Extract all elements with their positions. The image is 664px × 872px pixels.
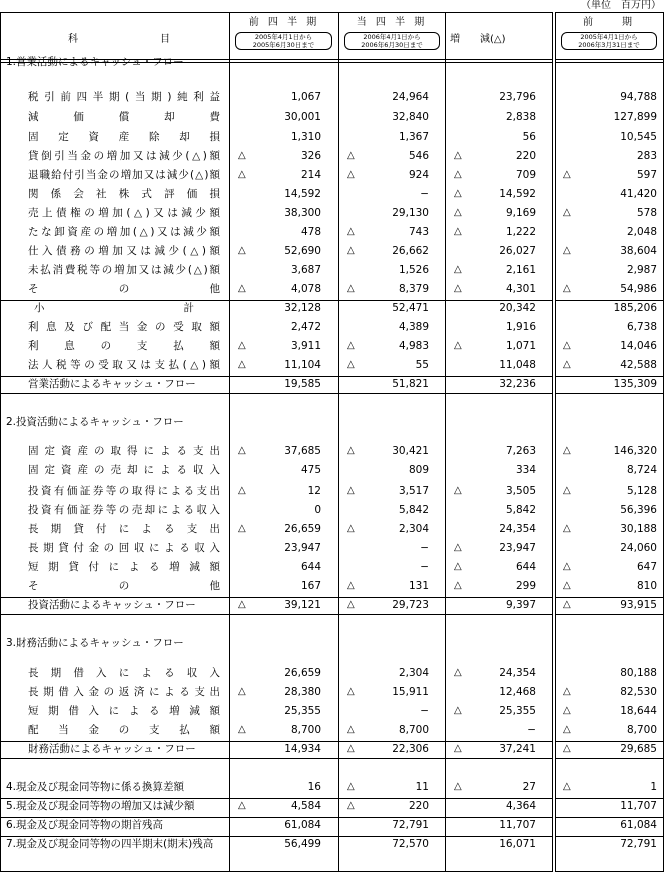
negative-mark: △ xyxy=(347,580,355,591)
cell-value: 61,084 xyxy=(284,819,321,831)
cell-value: 12 xyxy=(307,485,321,497)
negative-mark: △ xyxy=(454,705,462,716)
cell-value: 32,236 xyxy=(499,378,536,390)
cell-value: 4,301 xyxy=(505,283,536,295)
cell-value: 1 xyxy=(650,781,657,793)
cell-value: 30,001 xyxy=(284,111,321,123)
cell-value: 61,084 xyxy=(620,819,657,831)
row-label: 営業活動によるキャッシュ・フロー xyxy=(28,378,196,390)
negative-mark: △ xyxy=(238,340,246,351)
cell-value: 52,690 xyxy=(284,245,321,257)
cell-value: 214 xyxy=(300,169,321,181)
row-label: 短期借入による増減額 xyxy=(28,705,220,717)
cell-value: 2,048 xyxy=(626,226,657,238)
rule xyxy=(0,597,553,598)
negative-mark: △ xyxy=(454,226,462,237)
negative-mark: △ xyxy=(238,359,246,370)
negative-mark: △ xyxy=(454,542,462,553)
header-prev-quarter: 前 四 半 期 xyxy=(248,17,320,28)
negative-mark: △ xyxy=(347,226,355,237)
row-label: 固定資産の取得による支出 xyxy=(28,445,220,457)
negative-mark: △ xyxy=(454,207,462,218)
cell-value: 26,662 xyxy=(392,245,429,257)
cell-value: 597 xyxy=(636,169,657,181)
cell-value: 32,128 xyxy=(284,302,321,314)
section-heading: 6.現金及び現金同等物の期首残高 xyxy=(6,819,164,831)
rule xyxy=(0,798,553,799)
cell-value: 22,306 xyxy=(392,743,429,755)
cell-value: 146,320 xyxy=(613,445,657,457)
negative-mark: △ xyxy=(238,150,246,161)
negative-mark: △ xyxy=(347,485,355,496)
rule xyxy=(0,12,553,13)
cell-value: 37,241 xyxy=(499,743,536,755)
cell-value: 14,592 xyxy=(499,188,536,200)
cell-value: 26,659 xyxy=(284,523,321,535)
rule xyxy=(555,758,664,759)
cell-value: 29,130 xyxy=(392,207,429,219)
negative-mark: △ xyxy=(563,485,571,496)
negative-mark: △ xyxy=(238,800,246,811)
row-label: 短期貸付による増減額 xyxy=(28,561,220,573)
cell-value: 29,685 xyxy=(620,743,657,755)
row-label: 貸倒引当金の増加又は減少(△)額 xyxy=(28,150,220,162)
negative-mark: △ xyxy=(347,599,355,610)
cell-value: 644 xyxy=(515,561,536,573)
rule xyxy=(0,300,553,301)
negative-mark: △ xyxy=(347,245,355,256)
header-prev-quarter-period: 2005年4月1日から 2005年6月30日まで xyxy=(235,32,332,50)
cell-value: 24,964 xyxy=(392,91,429,103)
section-heading: 7.現金及び現金同等物の四半期末(期末)残高 xyxy=(6,838,214,850)
cell-value: 14,934 xyxy=(284,743,321,755)
cell-value: 18,644 xyxy=(620,705,657,717)
header-prev-fiscal-year-period: 2005年4月1日から 2006年3月31日まで xyxy=(561,32,657,50)
rule xyxy=(445,12,446,872)
negative-mark: △ xyxy=(454,667,462,678)
cell-value: 5,842 xyxy=(398,504,429,516)
row-label: 配当金の支払額 xyxy=(28,724,220,736)
cell-value: 56 xyxy=(522,131,536,143)
cell-value: 644 xyxy=(300,561,321,573)
cell-value: 5,128 xyxy=(626,485,657,497)
row-label: 利息の支払額 xyxy=(28,340,220,352)
rule xyxy=(555,12,556,872)
cell-value: 15,911 xyxy=(392,686,429,698)
cell-value: 82,530 xyxy=(620,686,657,698)
cell-value: 80,188 xyxy=(620,667,657,679)
negative-mark: △ xyxy=(347,523,355,534)
negative-mark: △ xyxy=(454,264,462,275)
negative-mark: △ xyxy=(347,169,355,180)
cell-value: 52,471 xyxy=(392,302,429,314)
cell-value: 3,517 xyxy=(398,485,429,497)
cell-value: 1,222 xyxy=(505,226,536,238)
row-label: その他 xyxy=(28,283,220,295)
row-label: 固定資産の売却による収入 xyxy=(28,464,220,476)
negative-mark: △ xyxy=(454,561,462,572)
rule xyxy=(229,12,230,872)
cell-value: 6,738 xyxy=(626,321,657,333)
header-prev-fiscal-year: 前 期 xyxy=(583,17,635,28)
rule xyxy=(0,741,553,742)
cell-value: 4,983 xyxy=(398,340,429,352)
rule xyxy=(0,393,553,394)
cell-value: 41,420 xyxy=(620,188,657,200)
cell-value: 23,947 xyxy=(499,542,536,554)
section-heading: 1.営業活動によるキャッシュ・フロー xyxy=(6,56,184,68)
negative-mark: △ xyxy=(454,188,462,199)
cell-value: − xyxy=(420,561,429,573)
negative-mark: △ xyxy=(563,169,571,180)
cell-value: 4,078 xyxy=(290,283,321,295)
cell-value: − xyxy=(420,542,429,554)
cell-value: 3,911 xyxy=(290,340,321,352)
section-heading: 2.投資活動によるキャッシュ・フロー xyxy=(6,416,184,428)
cell-value: 0 xyxy=(314,504,321,516)
negative-mark: △ xyxy=(563,705,571,716)
cell-value: 72,791 xyxy=(392,819,429,831)
cell-value: 24,354 xyxy=(499,667,536,679)
cell-value: 29,723 xyxy=(392,599,429,611)
cell-value: 16,071 xyxy=(499,838,536,850)
cell-value: 11,048 xyxy=(499,359,536,371)
negative-mark: △ xyxy=(563,445,571,456)
negative-mark: △ xyxy=(347,781,355,792)
cell-value: 30,188 xyxy=(620,523,657,535)
cell-value: 19,585 xyxy=(284,378,321,390)
row-label: 減価償却費 xyxy=(28,111,220,123)
rule xyxy=(555,12,664,13)
cell-value: 1,526 xyxy=(398,264,429,276)
cell-value: 55 xyxy=(415,359,429,371)
row-label: 長期貸付金の回収による収入 xyxy=(28,542,220,554)
cell-value: 24,354 xyxy=(499,523,536,535)
cell-value: 8,379 xyxy=(398,283,429,295)
cell-value: 56,499 xyxy=(284,838,321,850)
cell-value: 93,915 xyxy=(620,599,657,611)
negative-mark: △ xyxy=(563,207,571,218)
cell-value: 475 xyxy=(300,464,321,476)
negative-mark: △ xyxy=(347,340,355,351)
cell-value: 14,592 xyxy=(284,188,321,200)
cell-value: 38,300 xyxy=(284,207,321,219)
negative-mark: △ xyxy=(563,283,571,294)
negative-mark: △ xyxy=(454,169,462,180)
cell-value: 334 xyxy=(515,464,536,476)
cell-value: 8,700 xyxy=(290,724,321,736)
cell-value: 2,304 xyxy=(398,667,429,679)
negative-mark: △ xyxy=(347,686,355,697)
row-label: 売上債権の増加(△)又は減少額 xyxy=(28,207,220,219)
row-label: 投資活動によるキャッシュ・フロー xyxy=(28,599,196,611)
header-change: 増 減(△) xyxy=(450,34,506,45)
row-label: 税引前四半期(当期)純利益 xyxy=(28,91,220,103)
rule xyxy=(555,741,664,742)
cell-value: 25,355 xyxy=(284,705,321,717)
rule xyxy=(555,62,664,63)
rule xyxy=(0,758,553,759)
row-label: たな卸資産の増加(△)又は減少額 xyxy=(28,226,220,238)
cell-value: 16 xyxy=(307,781,321,793)
negative-mark: △ xyxy=(563,580,571,591)
cell-value: 11,707 xyxy=(499,819,536,831)
cell-value: 5,842 xyxy=(505,504,536,516)
cell-value: 326 xyxy=(300,150,321,162)
rule xyxy=(555,597,664,598)
negative-mark: △ xyxy=(563,561,571,572)
row-label: その他 xyxy=(28,580,220,592)
cell-value: 8,700 xyxy=(398,724,429,736)
cell-value: 12,468 xyxy=(499,686,536,698)
section-heading: 3.財務活動によるキャッシュ・フロー xyxy=(6,637,184,649)
cell-value: 299 xyxy=(515,580,536,592)
negative-mark: △ xyxy=(454,283,462,294)
rule xyxy=(0,12,1,872)
rule xyxy=(555,798,664,799)
row-label: 関係会社株式評価損 xyxy=(28,188,220,200)
cell-value: 809 xyxy=(408,464,429,476)
cell-value: 4,364 xyxy=(505,800,536,812)
cell-value: 578 xyxy=(636,207,657,219)
negative-mark: △ xyxy=(347,743,355,754)
cell-value: 3,505 xyxy=(505,485,536,497)
row-label: 小計 xyxy=(34,302,194,314)
rule xyxy=(555,393,664,394)
cell-value: 25,355 xyxy=(499,705,536,717)
cell-value: 709 xyxy=(515,169,536,181)
negative-mark: △ xyxy=(238,445,246,456)
cell-value: 743 xyxy=(408,226,429,238)
section-heading: 5.現金及び現金同等物の増加又は減少額 xyxy=(6,800,195,812)
cell-value: 27 xyxy=(522,781,536,793)
cell-value: 23,947 xyxy=(284,542,321,554)
cell-value: 26,659 xyxy=(284,667,321,679)
negative-mark: △ xyxy=(563,599,571,610)
cell-value: 8,724 xyxy=(626,464,657,476)
rule xyxy=(555,614,664,615)
cell-value: 810 xyxy=(636,580,657,592)
cell-value: 220 xyxy=(408,800,429,812)
cell-value: 1,067 xyxy=(290,91,321,103)
cell-value: 54,986 xyxy=(620,283,657,295)
negative-mark: △ xyxy=(238,599,246,610)
cell-value: 1,916 xyxy=(505,321,536,333)
negative-mark: △ xyxy=(563,245,571,256)
negative-mark: △ xyxy=(563,724,571,735)
negative-mark: △ xyxy=(563,340,571,351)
cell-value: 220 xyxy=(515,150,536,162)
negative-mark: △ xyxy=(454,340,462,351)
cell-value: 42,588 xyxy=(620,359,657,371)
negative-mark: △ xyxy=(454,743,462,754)
negative-mark: △ xyxy=(347,150,355,161)
cell-value: 1,071 xyxy=(505,340,536,352)
cell-value: 135,309 xyxy=(613,378,657,390)
cell-value: 1,310 xyxy=(290,131,321,143)
cell-value: 28,380 xyxy=(284,686,321,698)
cell-value: 14,046 xyxy=(620,340,657,352)
row-label: 退職給付引当金の増加又は減少(△)額 xyxy=(28,169,220,181)
row-label: 未払消費税等の増加又は減少(△)額 xyxy=(28,264,220,276)
rule xyxy=(555,59,664,60)
negative-mark: △ xyxy=(347,724,355,735)
negative-mark: △ xyxy=(238,283,246,294)
rule xyxy=(552,12,553,872)
cell-value: 72,791 xyxy=(620,838,657,850)
cell-value: 11,707 xyxy=(620,800,657,812)
cell-value: 4,389 xyxy=(398,321,429,333)
rule xyxy=(555,817,664,818)
header-subject-2: 目 xyxy=(160,34,170,45)
section-heading: 4.現金及び現金同等物に係る換算差額 xyxy=(6,781,185,793)
rule xyxy=(338,12,339,872)
negative-mark: △ xyxy=(454,781,462,792)
cell-value: 924 xyxy=(408,169,429,181)
cell-value: 7,263 xyxy=(505,445,536,457)
rule xyxy=(0,817,553,818)
cell-value: 9,169 xyxy=(505,207,536,219)
cell-value: 2,161 xyxy=(505,264,536,276)
rule xyxy=(555,376,664,377)
cell-value: 72,570 xyxy=(392,838,429,850)
row-label: 利息及び配当金の受取額 xyxy=(28,321,220,333)
row-label: 長期借入による収入 xyxy=(28,667,220,679)
cell-value: 30,421 xyxy=(392,445,429,457)
unit-note: （単位 百万円） xyxy=(581,0,661,11)
cell-value: − xyxy=(420,188,429,200)
negative-mark: △ xyxy=(238,485,246,496)
cell-value: 94,788 xyxy=(620,91,657,103)
cell-value: 167 xyxy=(300,580,321,592)
row-label: 財務活動によるキャッシュ・フロー xyxy=(28,743,196,755)
negative-mark: △ xyxy=(563,359,571,370)
cell-value: 20,342 xyxy=(499,302,536,314)
cell-value: 8,700 xyxy=(626,724,657,736)
header-current-quarter-period: 2006年4月1日から 2006年6月30日まで xyxy=(344,32,440,50)
cell-value: 38,604 xyxy=(620,245,657,257)
rule xyxy=(0,836,553,837)
negative-mark: △ xyxy=(563,523,571,534)
cell-value: 56,396 xyxy=(620,504,657,516)
cell-value: 478 xyxy=(300,226,321,238)
negative-mark: △ xyxy=(347,445,355,456)
negative-mark: △ xyxy=(563,686,571,697)
cell-value: − xyxy=(420,705,429,717)
negative-mark: △ xyxy=(454,150,462,161)
row-label: 投資有価証券等の売却による収入 xyxy=(28,504,220,516)
rule xyxy=(555,836,664,837)
cell-value: 23,796 xyxy=(499,91,536,103)
cell-value: 2,838 xyxy=(505,111,536,123)
cell-value: 10,545 xyxy=(620,131,657,143)
cell-value: 11,104 xyxy=(284,359,321,371)
cell-value: 127,899 xyxy=(613,111,657,123)
negative-mark: △ xyxy=(454,485,462,496)
rule xyxy=(0,614,553,615)
cell-value: 2,987 xyxy=(626,264,657,276)
rule xyxy=(0,376,553,377)
negative-mark: △ xyxy=(347,800,355,811)
cell-value: 32,840 xyxy=(392,111,429,123)
cell-value: 2,304 xyxy=(398,523,429,535)
cell-value: − xyxy=(527,724,536,736)
row-label: 法人税等の受取又は支払(△)額 xyxy=(28,359,220,371)
row-label: 仕入債務の増加又は減少(△)額 xyxy=(28,245,220,257)
cell-value: 546 xyxy=(408,150,429,162)
negative-mark: △ xyxy=(347,359,355,370)
cell-value: 39,121 xyxy=(284,599,321,611)
cell-value: 647 xyxy=(636,561,657,573)
row-label: 長期貸付による支出 xyxy=(28,523,220,535)
cell-value: 1,367 xyxy=(398,131,429,143)
rule xyxy=(555,300,664,301)
cell-value: 3,687 xyxy=(290,264,321,276)
header-subject-1: 科 xyxy=(68,34,78,45)
header-current-quarter: 当 四 半 期 xyxy=(356,17,428,28)
negative-mark: △ xyxy=(454,580,462,591)
cell-value: 185,206 xyxy=(613,302,657,314)
cell-value: 9,397 xyxy=(505,599,536,611)
cell-value: 26,027 xyxy=(499,245,536,257)
cell-value: 51,821 xyxy=(392,378,429,390)
row-label: 長期借入金の返済による支出 xyxy=(28,686,220,698)
cell-value: 131 xyxy=(408,580,429,592)
negative-mark: △ xyxy=(563,781,571,792)
cell-value: 11 xyxy=(415,781,429,793)
cell-value: 37,685 xyxy=(284,445,321,457)
negative-mark: △ xyxy=(563,743,571,754)
cell-value: 24,060 xyxy=(620,542,657,554)
negative-mark: △ xyxy=(238,245,246,256)
negative-mark: △ xyxy=(238,686,246,697)
row-label: 固定資産除却損 xyxy=(28,131,220,143)
cell-value: 2,472 xyxy=(290,321,321,333)
negative-mark: △ xyxy=(347,283,355,294)
negative-mark: △ xyxy=(238,523,246,534)
cell-value: 283 xyxy=(636,150,657,162)
negative-mark: △ xyxy=(238,169,246,180)
cell-value: 4,584 xyxy=(290,800,321,812)
row-label: 投資有価証券等の取得による支出 xyxy=(28,485,220,497)
negative-mark: △ xyxy=(238,724,246,735)
